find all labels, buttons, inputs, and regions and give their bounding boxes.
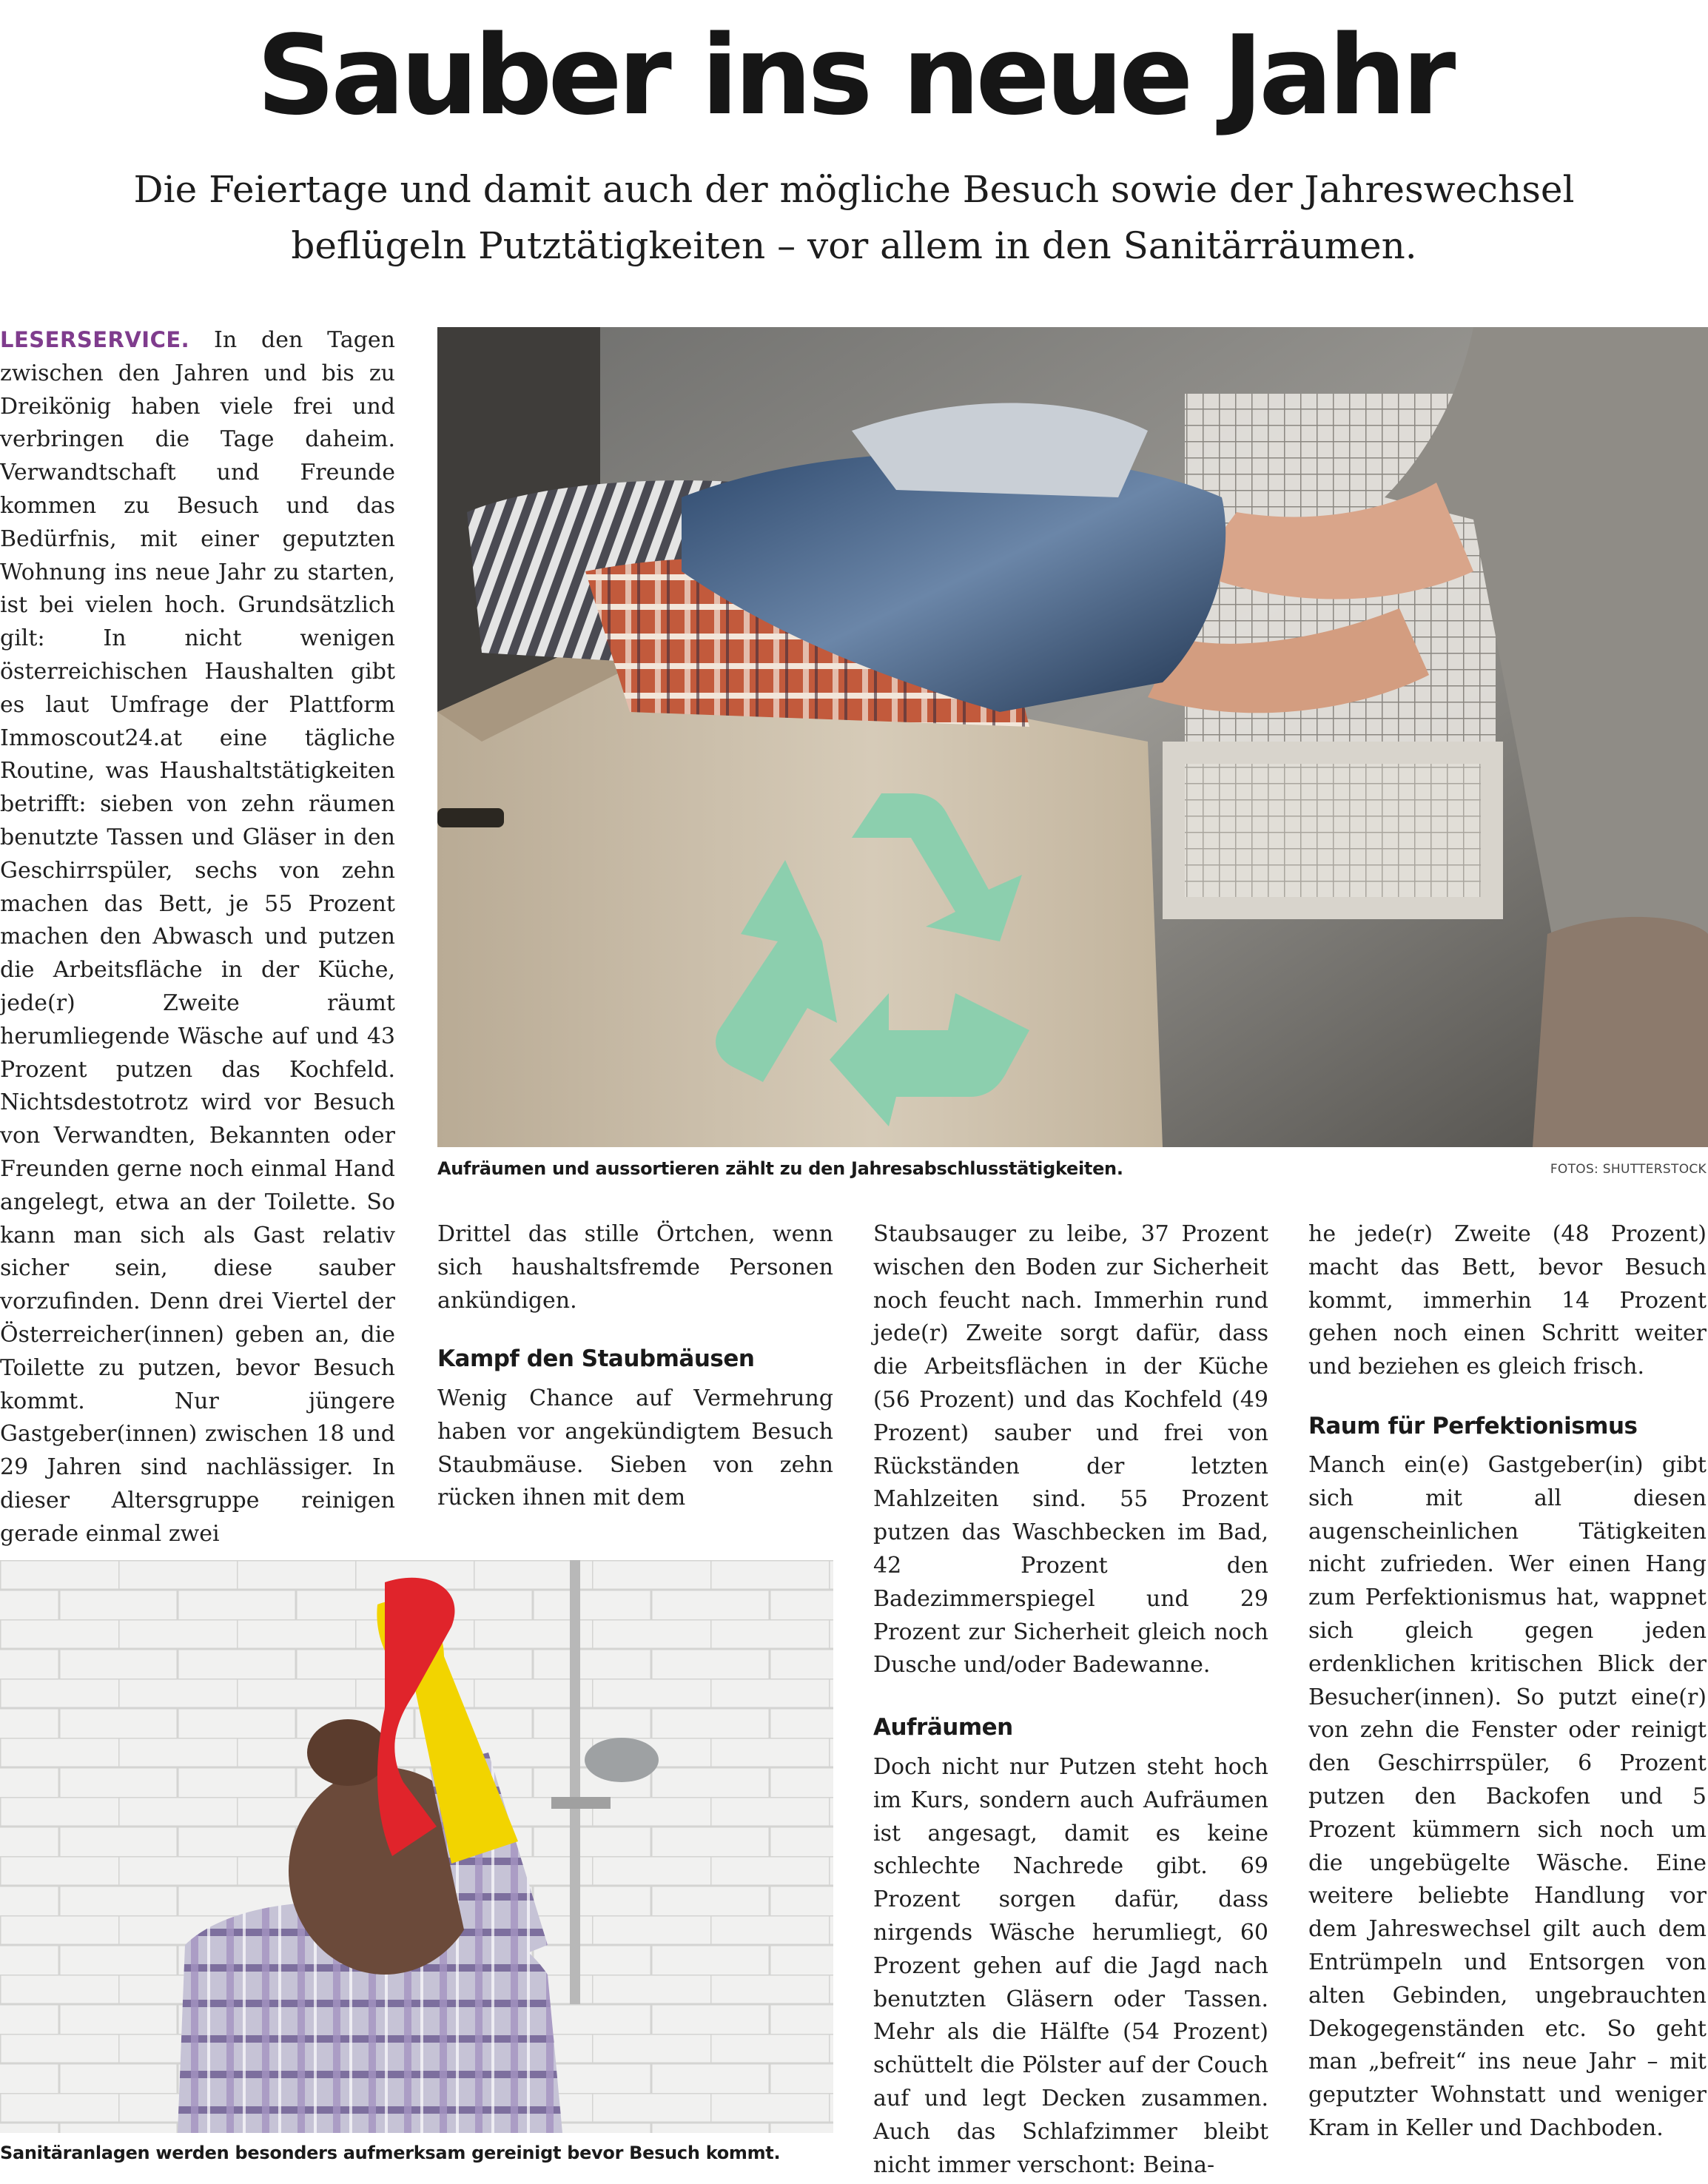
heading-perfektionismus: Raum für Perfektionismus (1308, 1413, 1638, 1439)
subheadline: Die Feiertage und damit auch der mögliche Besuch sowie der Jahreswechsel beflügeln Putztätigkeiten – vor allem in den Sanitärräumen. (133, 168, 1575, 267)
bathroom-cleaning-illustration (0, 1560, 833, 2133)
photo-credit: FOTOS: SHUTTERSTOCK (1550, 1162, 1707, 1177)
column-3-text: Staubsauger zu leibe, 37 Prozent wischen den Boden zur Sicherheit noch feucht nach. Immerhin rund jede(r) Zweite sorgt dafür, dass die Arbeitsflächen in der Küche (56 Prozent) und das Kochfeld (49 Prozent) sauber und frei von Rückständen der letzten Mahlzeiten sind. 55 Prozent putzen das Waschbecken im Bad, 42 Prozent den Badezimmerspiegel und 29 Prozent zur Sicherheit gleich noch Dusche und/oder Badewanne. (873, 1221, 1268, 1679)
headline: Sauber ins neue Jahr (256, 12, 1452, 139)
photo-caption-bottom: Sanitäranlagen werden besonders aufmerksam gereinigt bevor Besuch kommt. (0, 2143, 781, 2163)
column-3-aufraeumen: Doch nicht nur Putzen steht hoch im Kurs, sondern auch Aufräumen ist angesagt, damit es keine schlechte Nachrede gibt. 69 Prozent sorgen dafür, dass nirgends Wäsche herumliegt, 60 Prozent gehen auf die Jagd nach benutzten Gläsern oder Tassen. Mehr als die Hälfte (54 Prozent) schüttelt die Pölster auf der Couch auf und legt Decken zusammen. Auch das Schlafzimmer bleibt nicht immer verschont: Beina- (873, 1754, 1268, 2178)
column-4-perfektion: Manch ein(e) Gastgeber(in) gibt sich mit all diesen augenscheinlichen Tätigkeiten nicht zufrieden. Wer einen Hang zum Perfektionismus hat, wappnet sich gleich gegen jeden erdenklichen kritischen Blick der Besucher(innen). So putzt eine(r) von zehn die Fenster oder reinigt den Geschirrspüler, 6 Prozent putzen den Backofen und 5 Prozent kümmern sich noch um die ungebügelte Wäsche. Eine weitere beliebte Handlung vor dem Jahreswechsel gilt auch dem Entrümpeln und Entsorgen von alten Gebinden, ungebrauchten Dekogegenständen etc. So geht man „befreit“ ins neue Jahr – mit geputzter Wohnstatt und weniger Kram in Keller und Dachboden. (1308, 1452, 1707, 2141)
column-2-staub: Wenig Chance auf Vermehrung haben vor angekündigtem Besuch Staubmäuse. Sieben von zehn rücken ihnen mit dem (437, 1385, 833, 1511)
photo-bathroom-cleaning (0, 1560, 833, 2133)
photo-clothes-box (437, 327, 1708, 1147)
heading-staubmaeuse: Kampf den Staubmäusen (437, 1345, 755, 1372)
clothes-box-illustration (437, 327, 1708, 1147)
kicker-leserservice: LESERSERVICE. (0, 327, 190, 352)
column-4-text: he jede(r) Zweite (48 Prozent) macht das Bett, bevor Besuch kommt, immerhin 14 Prozent gehen noch einen Schritt weiter und beziehen es gleich frisch. (1308, 1221, 1707, 1380)
heading-aufraeumen: Aufräumen (873, 1714, 1013, 1741)
photo-caption-top: Aufräumen und aussortieren zählt zu den Jahresabschlusstätigkeiten. (437, 1158, 1123, 1179)
article-column-1 (0, 323, 395, 1547)
column-1-text: In den Tagen zwischen den Jahren und bis zu Dreikönig haben viele frei und verbringen die Tage daheim. Verwandtschaft und Freunde kommen zu Besuch und das Bedürfnis, mit einer geputzten Wohnung ins neue Jahr zu starten, ist bei vielen hoch. Grundsätzlich gilt: In nicht wenigen österreichischen Haushalten gibt es laut Umfrage der Plattform Immoscout24.at eine tägliche Routine, was Haushaltstätigkeiten betrifft: sieben von zehn räumen benutzte Tassen und Gläser in den Geschirrspüler, sechs von zehn machen das Bett, je 55 Prozent machen den Abwasch und putzen die Arbeitsfläche in der Küche, jede(r) Zweite räumt herumliegende Wäsche auf und 43 Prozent putzen das Kochfeld. Nichtsdestotrotz wird vor Besuch von Verwandten, Bekannten oder Freunden gerne noch einmal Hand angelegt, etwa an der Toilette. So kann man sich als Gast relativ sicher sein, diese sauber vorzufinden. Denn drei Viertel der Österreicher(innen) geben an, die Toilette zu putzen, bevor Besuch kommt. Nur jüngere Gastgeber(innen) zwischen 18 und 29 Jahren sind nachlässiger. In dieser Altersgruppe reinigen gerade einmal zwei (0, 327, 395, 1547)
column-2-intro: Drittel das stille Örtchen, wenn sich haushaltsfremde Personen ankündigen. (437, 1221, 833, 1314)
